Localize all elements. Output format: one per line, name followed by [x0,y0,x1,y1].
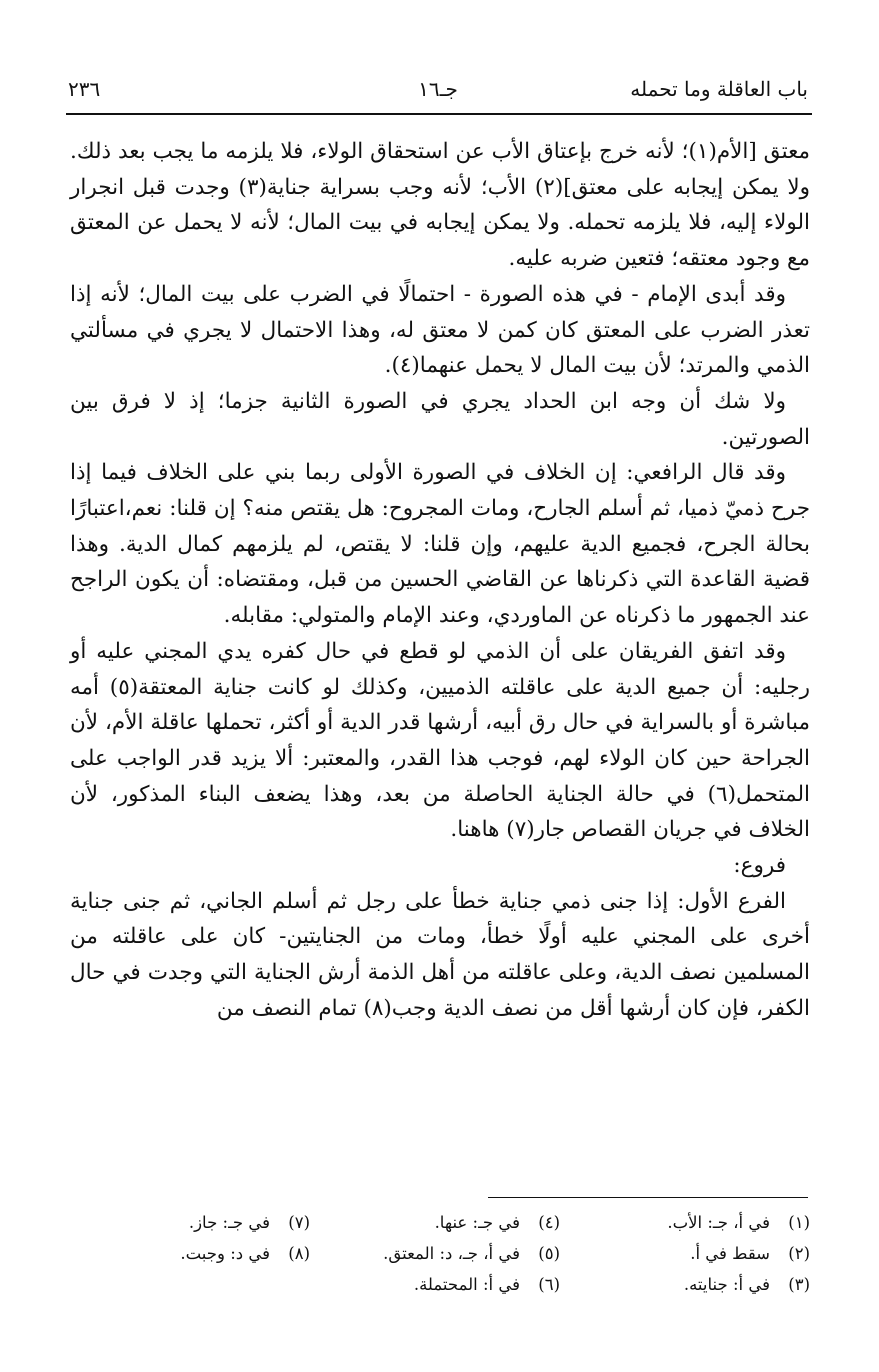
footnote: (٦)في أ: المحتملة. [413,1275,560,1294]
page-number: ٢٣٦ [68,77,101,101]
header-rule [66,113,812,115]
section-heading: فروع: [733,853,786,879]
running-header [68,74,808,108]
footnotes [150,1207,810,1303]
footnote: (٨)في د: وجبت. [180,1244,310,1263]
footnote: (٣)في أ: جنايته. [683,1275,810,1294]
footnote: (١)في أ، جـ: الأب. [667,1213,810,1232]
footnote: (٤)في جـ: عنها. [434,1213,560,1232]
paragraph: وقد أبدى الإمام - في هذه الصورة - احتمالًا في الضرب على بيت المال؛ لأنه إذا تعذر الضرب على المعتق كان كمن لا معتق له، وهذا الاحتمال لا يجري في مسألتي الذمي والمرتد؛ لأن بيت المال لا يحمل عنهما(٤). [70,281,810,379]
paragraph: وقد اتفق الفريقان على أن الذمي لو قطع في حال كفره يدي المجني عليه أو رجليه: أن جميع الدية على عاقلته الذميين، وكذلك لو كانت جناية المعتقة(٥) أمه مباشرة أو بالسراية في حال رق أبيه، أرشها قدر الدية أو أكثر، تحملها عاقلة الأم، لأن الجراحة حين كان الولاء لهم، فوجب هذا القدر، والمعتبر: ألا يزيد قدر الواجب على المتحمل(٦) في حالة الجناية الحاصلة من بعد، وهذا يضعف البناء المذكور، لأن الخلاف في جريان القصاص جار(٧) هاهنا. [70,638,811,843]
main-text [70,134,810,1027]
paragraph: ولا شك أن وجه ابن الحداد يجري في الصورة الثانية جزما؛ إذ لا فرق بين الصورتين. [70,388,810,450]
footnote: (٥)في أ، جـ، د: المعتق. [383,1244,560,1263]
paragraph: الفرع الأول: إذا جنى ذمي جناية خطأ على رجل ثم أسلم الجاني، ثم جنى جناية أخرى على المجني عليه أولًا خطأ، ومات من الجنايتين- كان على عاقلته من المسلمين نصف الدية، وعلى عاقلته من أهل الذمة أرش الجناية التي وجدت في حال الكفر، فإن كان أرشها أقل من نصف الدية وجب(٨) تمام النصف من [70,888,810,1021]
volume-label: جـ١٦ [418,77,458,101]
footnote: (٧)في جـ: جاز. [188,1213,310,1232]
footnote-rule [488,1197,808,1198]
paragraph: وقد قال الرافعي: إن الخلاف في الصورة الأولى ربما بني على الخلاف فيما إذا جرح ذميّ ذميا، ثم أسلم الجارح، ومات المجروح: هل يقتص منه؟ إن قلنا: نعم،اعتبارًا بحالة الجرح، فجميع الدية عليهم، وإن قلنا: لا يقتص، لم يلزمهم كمال الدية. وهذا قضية القاعدة التي ذكرناها عن القاضي الحسين من قبل، ومقتضاه: أن يكون الراجح عند الجمهور ما ذكرناه عن الماوردي، وعند الإمام والمتولي: مقابله. [70,460,810,629]
paragraph: معتق [الأم(١)؛ لأنه خرج بإعتاق الأب عن استحقاق الولاء، فلا يلزمه ما يجب بعد ذلك. ولا يمكن إيجابه على معتق](٢) الأب؛ لأنه وجب بسراية جناية(٣) وجدت قبل انجرار الولاء إليه، فلا يلزمه تحمله. ولا يمكن إيجابه في بيت المال؛ لأنه لا يحمل عن المعتق مع وجود معتقه؛ فتعين ضربه عليه. [70,139,810,272]
footnote: (٢)سقط في أ. [690,1244,810,1263]
chapter-title: باب العاقلة وما تحمله [630,77,808,101]
